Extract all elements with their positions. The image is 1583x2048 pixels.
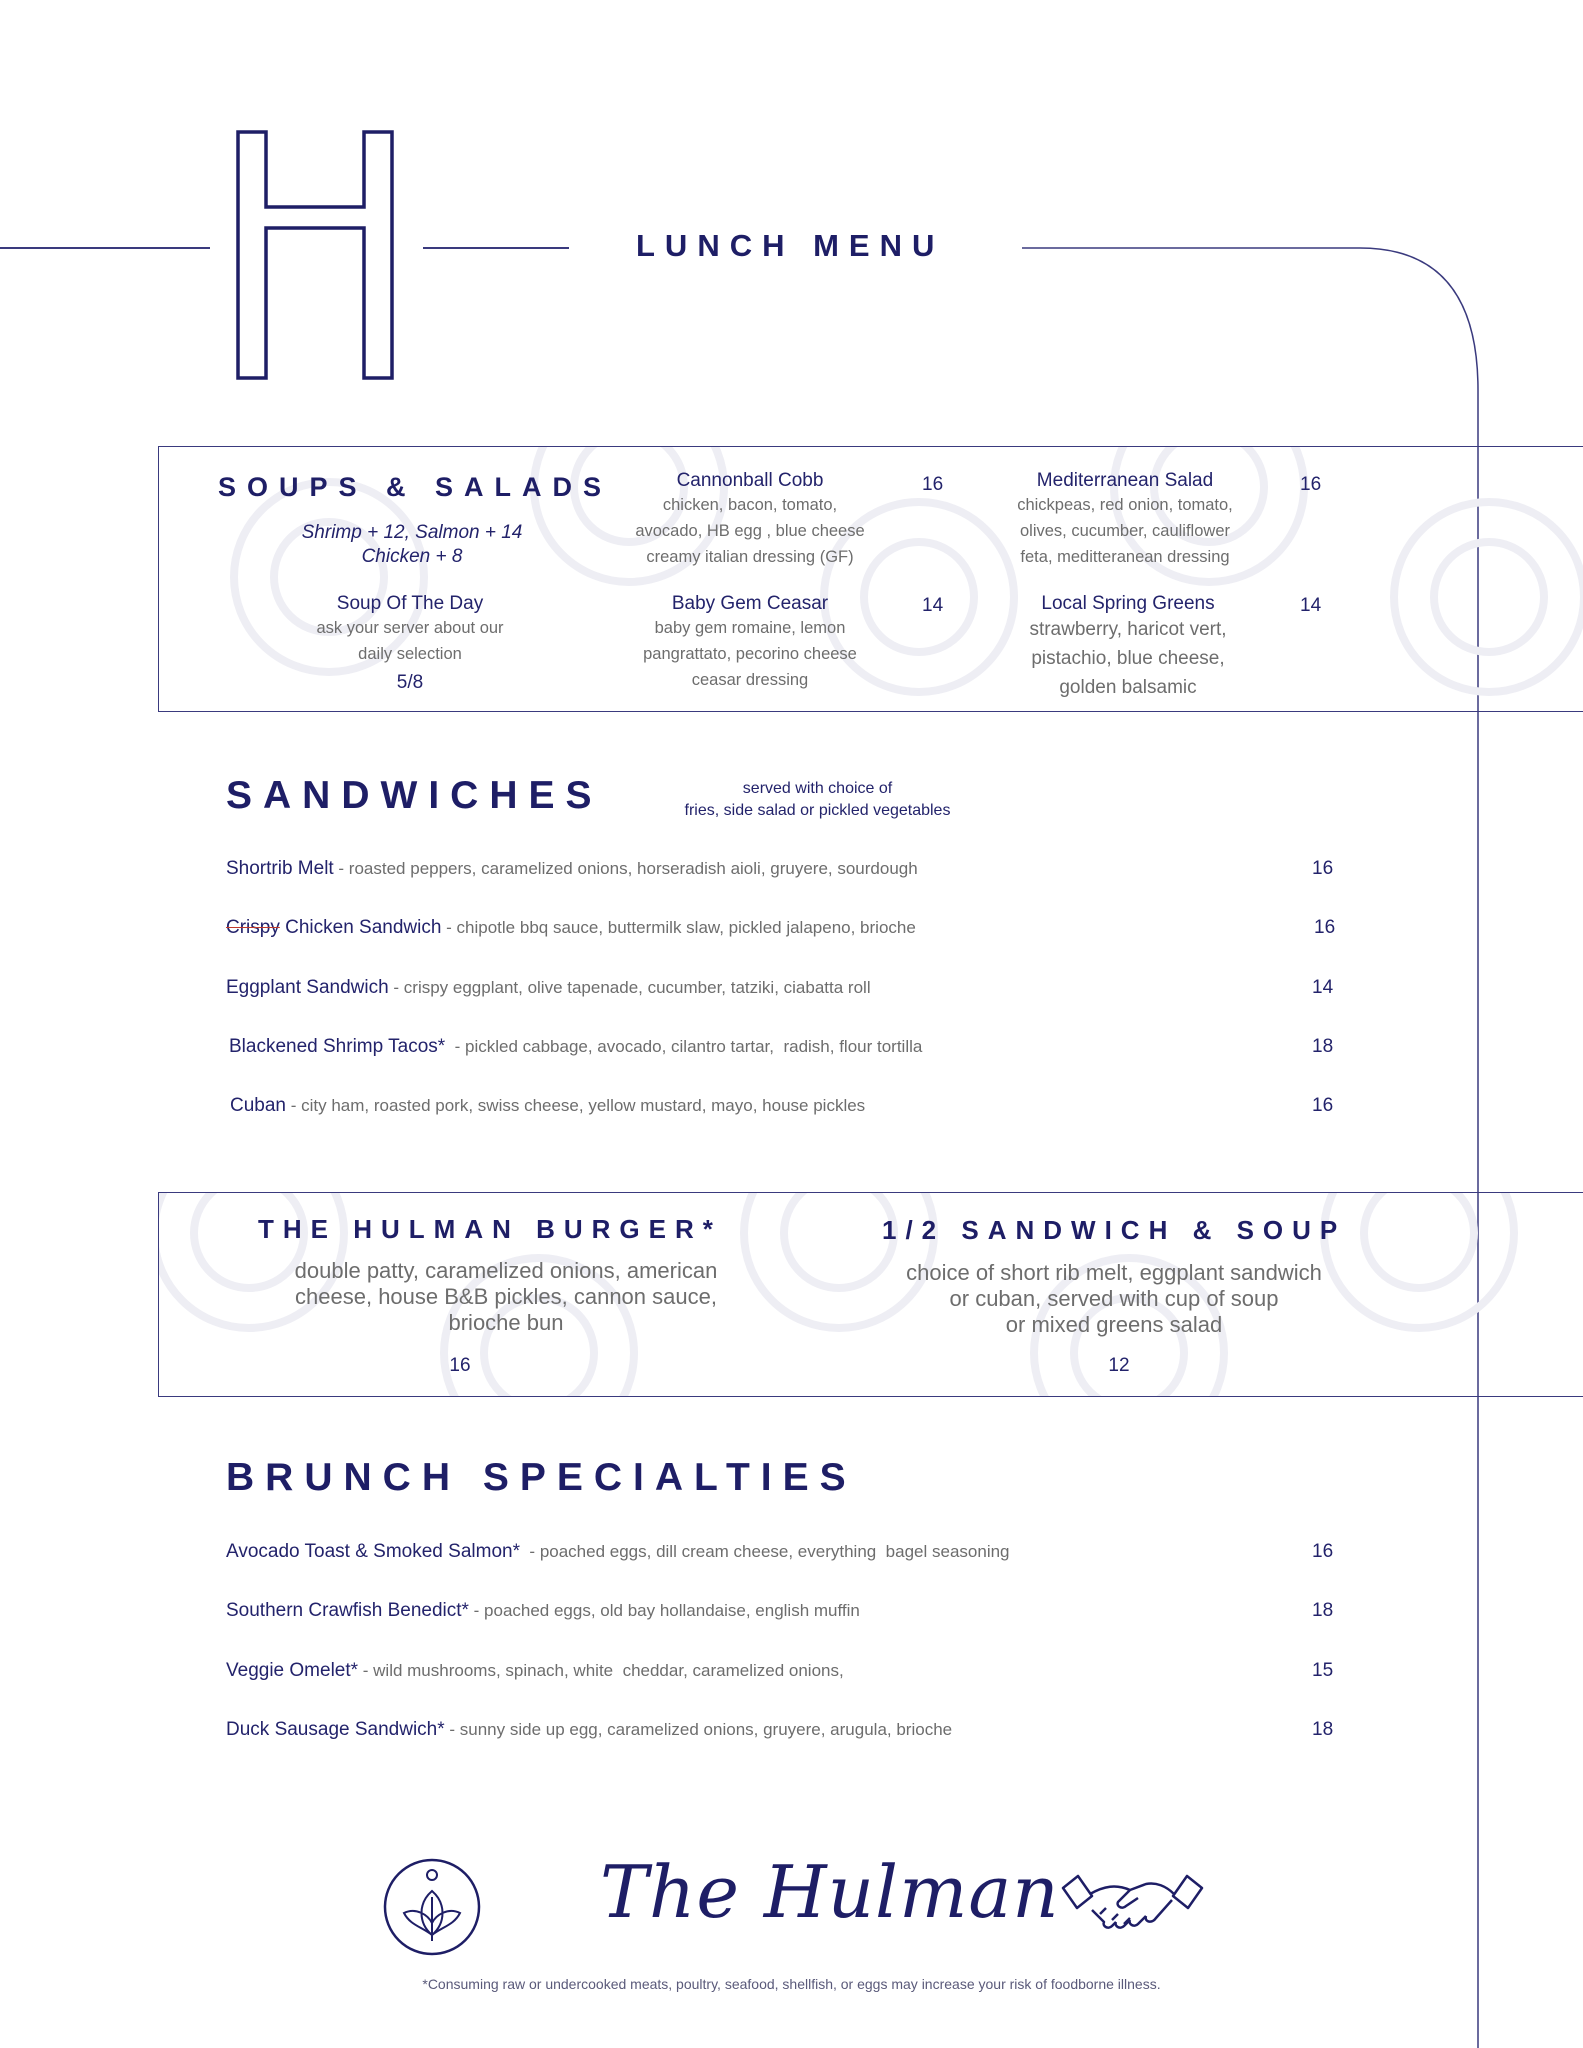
item-price: 5/8 — [396, 672, 424, 693]
item-desc: golden balsamic — [1059, 677, 1197, 698]
salad-item — [975, 470, 1275, 570]
item-desc: ceasar dressing — [691, 671, 809, 689]
item-desc: daily selection — [358, 645, 462, 663]
header-line-left — [0, 247, 210, 249]
item-price: 14 — [1300, 595, 1322, 616]
leaf-circle-icon — [382, 1857, 482, 1957]
addons-line2: Chicken + 8 — [361, 546, 463, 567]
salad-item — [600, 593, 900, 693]
item-name: Veggie Omelet* — [226, 1660, 359, 1681]
desc-line: brioche bun — [448, 1310, 564, 1335]
item-price: 14 — [1312, 977, 1334, 998]
burger-title-text: THE HULMAN BURGER — [258, 1214, 703, 1244]
salad-item — [260, 593, 560, 667]
item-name: Cannonball Cobb — [676, 470, 824, 491]
desc-line: cheese, house B&B pickles, cannon sauce, — [295, 1284, 717, 1309]
item-desc: olives, cucumber, cauliflower — [1019, 522, 1230, 540]
item-desc: pangrattato, pecorino cheese — [643, 645, 857, 663]
item-desc: - poached eggs, dill cream cheese, everything bagel seasoning — [519, 1542, 1010, 1561]
item-desc: - chipotle bbq sauce, buttermilk slaw, pickled jalapeno, brioche — [441, 918, 916, 937]
item-desc: - wild mushrooms, spinach, white cheddar, caramelized onions, — [358, 1661, 844, 1680]
signature: The Hulman — [600, 1850, 1060, 1934]
item-desc: - crispy eggplant, olive tapenade, cucumber, tatziki, ciabatta roll — [388, 978, 871, 997]
item-desc: - city ham, roasted pork, swiss cheese, yellow mustard, mayo, house pickles — [286, 1096, 866, 1115]
page-title: LUNCH MENU — [636, 228, 945, 263]
half-sandwich-desc — [864, 1260, 1364, 1338]
item-price: 16 — [1312, 1095, 1334, 1116]
item-price: 16 — [1312, 858, 1334, 879]
item-desc: avocado, HB egg , blue cheese — [635, 522, 865, 540]
item-desc: chicken, bacon, tomato, — [662, 496, 838, 514]
desc-line: or cuban, served with cup of soup — [949, 1286, 1279, 1311]
menu-row — [226, 1719, 952, 1741]
item-desc: pistachio, blue cheese, — [1031, 648, 1225, 669]
item-name: Shortrib Melt — [226, 858, 334, 879]
item-price: 18 — [1312, 1719, 1334, 1740]
sandwiches-note-line2: fries, side salad or pickled vegetables — [684, 802, 951, 819]
desc-line: choice of short rib melt, eggplant sandwich — [906, 1260, 1322, 1285]
item-desc: - pickled cabbage, avocado, cilantro tartar, radish, flour tortilla — [445, 1037, 923, 1056]
item-desc: baby gem romaine, lemon — [654, 619, 846, 637]
item-name: Cuban — [230, 1095, 286, 1116]
soups-salads-title: SOUPS & SALADS — [218, 472, 613, 502]
menu-row — [229, 1036, 922, 1058]
item-desc: ask your server about our — [316, 619, 504, 637]
item-price: 15 — [1312, 1660, 1334, 1681]
item-name: Soup Of The Day — [336, 593, 484, 614]
item-name: Chicken Sandwich — [285, 917, 442, 938]
item-desc: - sunny side up egg, caramelized onions, gruyere, arugula, brioche — [444, 1720, 953, 1739]
item-name: Blackened Shrimp Tacos* — [229, 1036, 446, 1057]
menu-row — [226, 858, 918, 880]
menu-row — [226, 1600, 860, 1622]
half-sandwich-title: 1/2 SANDWICH & SOUP — [882, 1215, 1347, 1245]
header-line-middle — [423, 247, 569, 249]
item-name: Local Spring Greens — [1041, 593, 1215, 614]
item-desc: - poached eggs, old bay hollandaise, english muffin — [468, 1601, 860, 1620]
item-name: Avocado Toast & Smoked Salmon* — [226, 1541, 520, 1562]
burger-star: * — [702, 1214, 722, 1244]
menu-row — [226, 917, 916, 939]
menu-row — [226, 977, 871, 999]
item-name: Baby Gem Ceasar — [671, 593, 829, 614]
addons-line1: Shrimp + 12, Salmon + 14 — [301, 522, 523, 543]
burger-price: 16 — [449, 1355, 471, 1376]
handshake-icon — [1060, 1870, 1205, 1940]
item-desc: feta, meditteranean dressing — [1020, 548, 1230, 566]
salad-item — [978, 593, 1278, 702]
desc-line: double patty, caramelized onions, american — [294, 1258, 718, 1283]
item-desc: - roasted peppers, caramelized onions, horseradish aioli, gruyere, sourdough — [333, 859, 918, 878]
item-name: Southern Crawfish Benedict* — [226, 1600, 469, 1621]
item-price: 14 — [922, 595, 944, 616]
item-price: 16 — [922, 474, 944, 495]
item-price: 16 — [1300, 474, 1322, 495]
menu-row — [226, 1660, 844, 1682]
item-desc: chickpeas, red onion, tomato, — [1017, 496, 1233, 514]
menu-row — [230, 1095, 865, 1117]
sandwiches-note-line1: served with choice of — [742, 780, 893, 797]
struck-word: Crispy — [226, 917, 280, 938]
sandwiches-title: SANDWICHES — [226, 774, 603, 817]
salad-item — [600, 470, 900, 570]
burger-desc — [256, 1258, 756, 1336]
menu-row — [226, 1541, 1010, 1563]
item-price: 16 — [1314, 917, 1336, 938]
item-price: 18 — [1312, 1036, 1334, 1057]
disclaimer: *Consuming raw or undercooked meats, poultry, seafood, shellfish, or eggs may increase your risk of foodborne illness. — [422, 1976, 1161, 1992]
item-name: Duck Sausage Sandwich* — [226, 1719, 445, 1740]
brunch-title: BRUNCH SPECIALTIES — [226, 1456, 857, 1499]
item-name: Mediterranean Salad — [1036, 470, 1214, 491]
half-sandwich-price: 12 — [1108, 1355, 1130, 1376]
item-desc: creamy italian dressing (GF) — [646, 548, 854, 566]
h-logo — [236, 130, 394, 380]
item-name: Eggplant Sandwich — [226, 977, 389, 998]
item-price: 18 — [1312, 1600, 1334, 1621]
burger-title — [258, 1214, 722, 1245]
item-price: 16 — [1312, 1541, 1334, 1562]
desc-line: or mixed greens salad — [1005, 1312, 1223, 1337]
item-desc: strawberry, haricot vert, — [1029, 619, 1227, 640]
